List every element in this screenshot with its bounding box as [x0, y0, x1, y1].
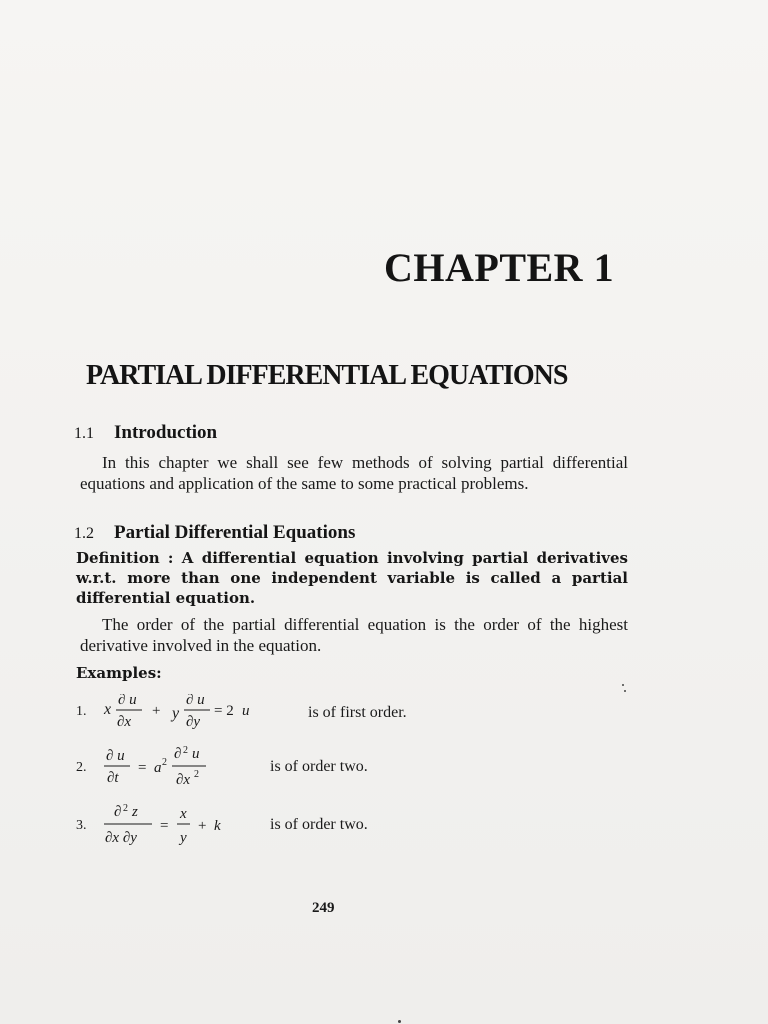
section-number: 1.1 [74, 425, 94, 442]
svg-text:u: u [192, 746, 200, 762]
svg-text:=: = [138, 760, 147, 776]
svg-text:x: x [180, 806, 187, 822]
svg-text:2: 2 [123, 804, 128, 814]
svg-text:2: 2 [162, 757, 167, 768]
svg-text:∂x: ∂x [117, 714, 132, 730]
svg-text:k: k [214, 818, 221, 834]
svg-text:∂x ∂y: ∂x ∂y [105, 830, 137, 846]
example-description: is of order two. [270, 758, 368, 775]
svg-text:2: 2 [183, 746, 188, 756]
example-description: is of first order. [308, 704, 407, 721]
svg-text:u: u [242, 703, 250, 719]
page-number: 249 [312, 900, 335, 916]
svg-text:x: x [104, 701, 112, 718]
svg-text:y: y [172, 705, 180, 722]
example-description: is of order two. [270, 816, 368, 833]
scan-speck [624, 690, 626, 692]
equation-1 [100, 694, 300, 738]
svg-text:= 2: = 2 [214, 703, 234, 719]
svg-text:∂t: ∂t [107, 770, 119, 786]
chapter-title: PARTIAL DIFFERENTIAL EQUATIONS [86, 360, 568, 391]
svg-text:∂: ∂ [174, 746, 182, 762]
example-number: 1. [76, 704, 87, 719]
section-number: 1.2 [74, 525, 94, 542]
scan-speck [622, 684, 624, 686]
svg-text:z: z [132, 804, 138, 820]
svg-text:=: = [160, 818, 169, 834]
svg-text:∂ u: ∂ u [106, 748, 125, 764]
examples-label: Examples: [76, 664, 162, 682]
svg-text:∂y: ∂y [186, 714, 201, 730]
svg-text:+: + [198, 818, 207, 834]
svg-text:+: + [152, 703, 161, 719]
introduction-paragraph [80, 452, 628, 494]
order-paragraph [80, 614, 628, 656]
svg-text:a: a [154, 760, 162, 776]
svg-text:2: 2 [194, 769, 199, 780]
example-number: 3. [76, 818, 87, 833]
example-number: 2. [76, 760, 87, 775]
scan-speck [398, 1020, 401, 1023]
svg-text:∂ u: ∂ u [118, 694, 137, 708]
svg-text:∂x: ∂x [176, 772, 191, 788]
section-heading-introduction [74, 422, 217, 444]
order-text: The order of the partial differential equation is the order of the highest derivative involved in the equation. [80, 615, 628, 655]
introduction-text: In this chapter we shall see few methods of solving partial differential equations and application of the same to some practical problems. [80, 453, 628, 493]
svg-text:∂ u: ∂ u [186, 694, 205, 708]
svg-text:∂: ∂ [114, 804, 122, 820]
section-title: Partial Differential Equations [114, 522, 356, 543]
definition-paragraph: Definition : A differential equation involving partial derivatives w.r.t. more than one independent variable is called a partial differential equation. [76, 549, 628, 607]
svg-text:y: y [180, 830, 187, 846]
chapter-label: CHAPTER 1 [384, 245, 615, 290]
section-title: Introduction [114, 422, 218, 443]
section-heading-pde [74, 522, 355, 544]
